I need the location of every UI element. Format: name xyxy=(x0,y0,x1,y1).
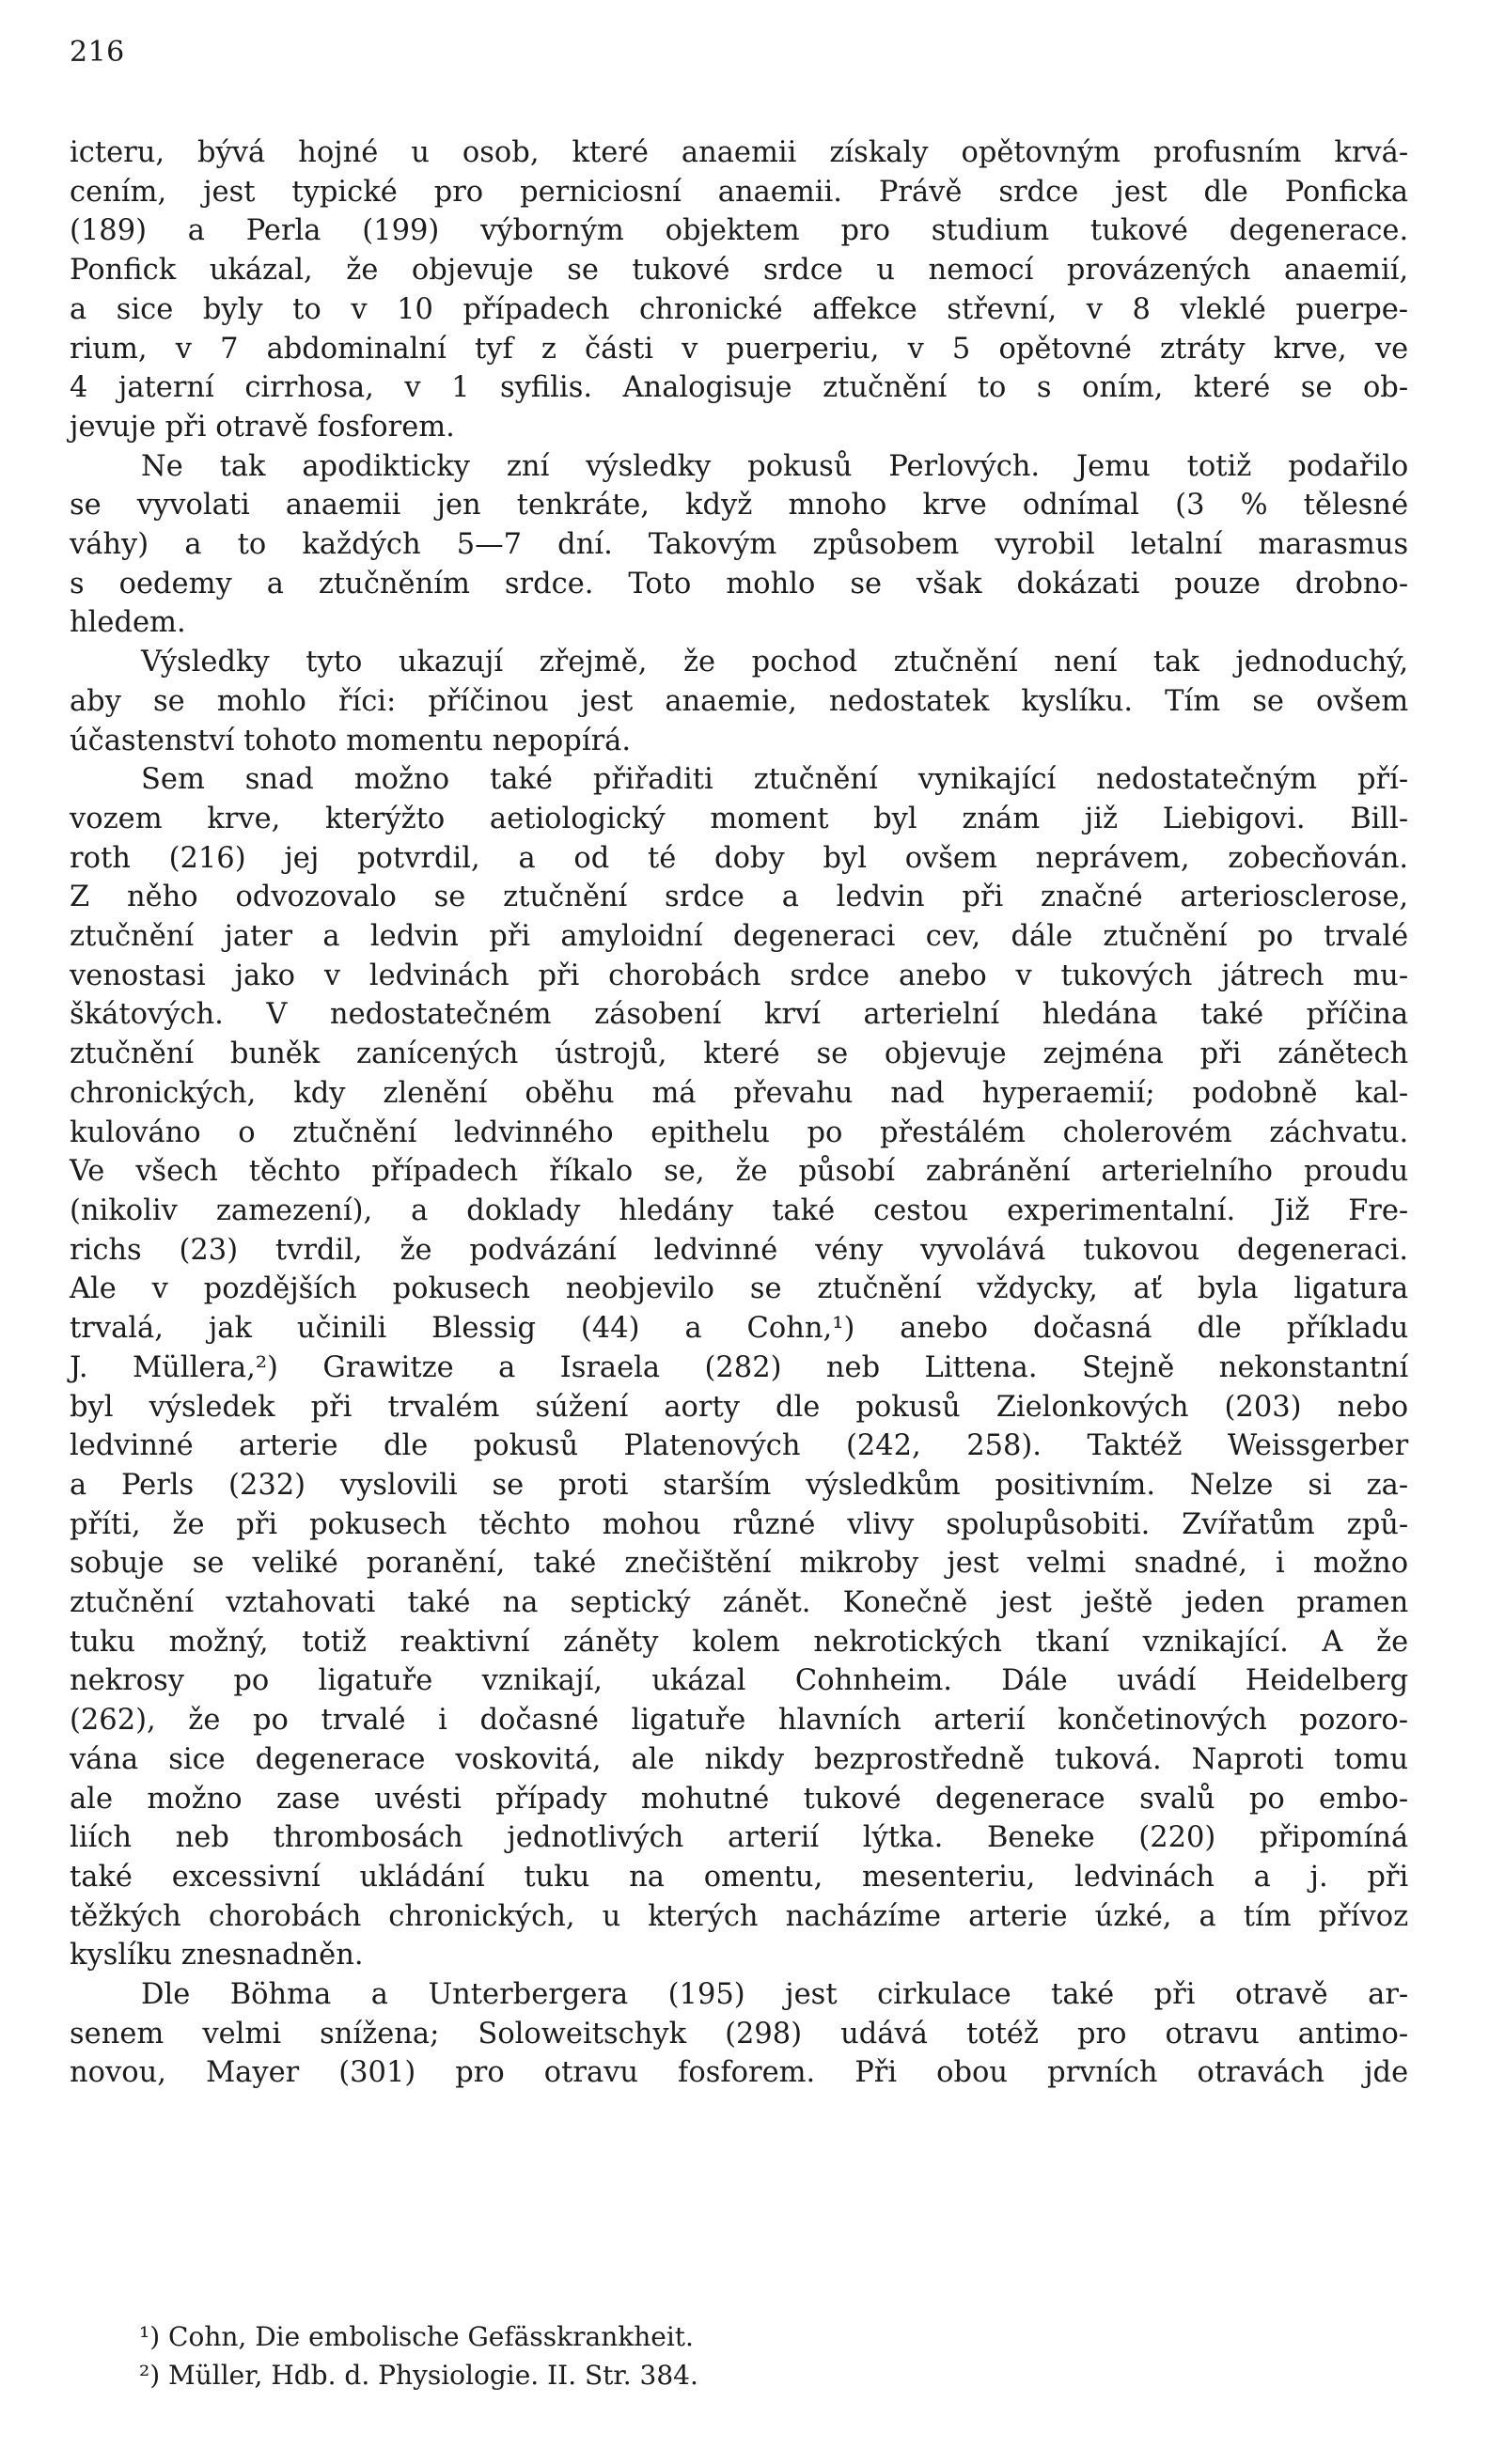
text-line: liích neb thrombosách jednotlivých arterií lýtka. Beneke (220) připomíná xyxy=(70,1821,1409,1855)
text-line: a sice byly to v 10 případech chronické affekce střevní, v 8 vleklé puerpe- xyxy=(70,292,1409,326)
text-line: chronických, kdy zlenění oběhu má převahu nad hyperaemií; podobně kal- xyxy=(70,1076,1409,1110)
text-line: venostasi jako v ledvinách při chorobách srdce anebo v tukových játrech mu- xyxy=(70,959,1409,992)
text-line: také excessivní ukládání tuku na omentu, mesenteriu, ledvinách a j. při xyxy=(70,1860,1409,1894)
text-line: tuku možný, totiž reaktivní záněty kolem nekrotických tkaní vznikající. A že xyxy=(70,1625,1409,1659)
text-line: trvalá, jak učinili Blessig (44) a Cohn,¹) anebo dočasná dle příkladu xyxy=(70,1312,1409,1346)
paragraph xyxy=(70,133,1418,447)
text-line: Ponfick ukázal, že objevuje se tukové srdce u nemocí provázených anaemií, xyxy=(70,254,1409,288)
text-line: Ve všech těchto případech říkalo se, že působí zabránění arterielního proudu xyxy=(70,1155,1409,1189)
text-line: sobuje se veliké poranění, také znečištění mikroby jest velmi snadné, i možno xyxy=(70,1547,1409,1581)
text-line: škátových. V nedostatečném zásobení krví arterielní hledána také příčina xyxy=(70,998,1409,1032)
text-line: Ne tak apodikticky zní výsledky pokusů Perlových. Jemu totiž podařilo xyxy=(141,449,1409,483)
text-line: Sem snad možno také přiřaditi ztučnění vynikající nedostatečným pří- xyxy=(141,763,1409,797)
text-line: váhy) a to každých 5—7 dní. Takovým způsobem vyrobil letalní marasmus xyxy=(70,528,1409,562)
text-line: (189) a Perla (199) výborným objektem pro studium tukové degenerace. xyxy=(70,214,1409,248)
text-line: senem velmi snížena; Soloweitschyk (298) udává totéž pro otravu antimo- xyxy=(70,2017,1409,2051)
text-line: Z něho odvozovalo se ztučnění srdce a ledvin při značné arteriosclerose, xyxy=(70,881,1409,914)
paragraph xyxy=(70,1975,1418,2093)
text-line: s oedemy a ztučněním srdce. Toto mohlo se však dokázati pouze drobno- xyxy=(70,567,1409,600)
text-line: Ale v pozdějších pokusech neobjevilo se ztučnění vždycky, ať byla ligatura xyxy=(70,1272,1409,1306)
text-line: příti, že při pokusech těchto mohou různé vlivy spolupůsobiti. Zvířatům způ- xyxy=(70,1507,1409,1541)
text-line: richs (23) tvrdil, že podvázání ledvinné vény vyvolává tukovou degeneraci. xyxy=(70,1233,1409,1267)
text-line: ledvinné arterie dle pokusů Platenových (242, 258). Taktéž Weissgerber xyxy=(70,1429,1409,1463)
text-line: těžkých chorobách chronických, u kterých nacházíme arterie úzké, a tím přívoz xyxy=(70,1899,1409,1933)
text-line: Dle Böhma a Unterbergera (195) jest cirkulace také při otravě ar- xyxy=(141,1978,1409,2012)
text-line: ztučnění buněk zanícených ústrojů, které se objevuje zejména při zánětech xyxy=(70,1037,1409,1071)
text-line: ztučnění vztahovati také na septický zánět. Konečně jest ještě jeden pramen xyxy=(70,1586,1409,1620)
footnotes xyxy=(139,2317,1361,2394)
text-line: a Perls (232) vyslovili se proti starším výsledkům positivním. Nelze si za- xyxy=(70,1468,1409,1502)
text-line: vozem krve, kterýžto aetiologický moment byl znám již Liebigovi. Bill- xyxy=(70,802,1409,835)
text-line: (nikoliv zamezení), a doklady hledány také cestou experimentalní. Již Fre- xyxy=(70,1193,1409,1227)
text-line: 4 jaterní cirrhosa, v 1 syfilis. Analogisuje ztučnění to s oním, které se ob- xyxy=(70,371,1409,405)
text-line: účastenství tohoto momentu nepopírá. xyxy=(70,724,632,757)
text-line: rium, v 7 abdominalní tyf z části v puerperiu, v 5 opětovné ztráty krve, ve xyxy=(70,332,1409,366)
footnote: ²) Müller, Hdb. d. Physiologie. II. Str. 384. xyxy=(139,2360,698,2391)
text-line: byl výsledek při trvalém súžení aorty dle pokusů Zielonkových (203) nebo xyxy=(70,1390,1409,1424)
text-line: vána sice degenerace voskovitá, ale nikdy bezprostředně tuková. Naproti tomu xyxy=(70,1742,1409,1776)
text-line: (262), že po trvalé i dočasné ligatuře hlavních arterií končetinových pozoro- xyxy=(70,1704,1409,1738)
text-line: ztučnění jater a ledvin při amyloidní degeneraci cev, dále ztučnění po trvalé xyxy=(70,920,1409,954)
text-line: kyslíku znesnadněn. xyxy=(70,1939,364,1973)
paragraph xyxy=(70,760,1418,1975)
paragraph xyxy=(70,643,1418,760)
text-line: icteru, bývá hojné u osob, které anaemii získaly opětovným profusním krvá- xyxy=(70,136,1409,169)
text-line: se vyvolati anaemii jen tenkráte, když mnoho krve odnímal (3 % tělesné xyxy=(70,489,1409,522)
text-line: ale možno zase uvésti případy mohutné tukové degenerace svalů po embo- xyxy=(70,1782,1409,1816)
text-line: nekrosy po ligatuře vznikají, ukázal Cohnheim. Dále uvádí Heidelberg xyxy=(70,1664,1409,1698)
text-line: roth (216) jej potvrdil, a od té doby byl ovšem neprávem, zobecňován. xyxy=(70,841,1409,875)
body-text xyxy=(70,133,1418,2093)
paragraph xyxy=(70,447,1418,644)
text-line: jevuje při otravě fosforem. xyxy=(70,410,455,444)
text-line: hledem. xyxy=(70,606,186,640)
text-line: aby se mohlo říci: příčinou jest anaemie, nedostatek kyslíku. Tím se ovšem xyxy=(70,684,1409,718)
text-line: kulováno o ztučnění ledvinného epithelu po přestálém cholerovém záchvatu. xyxy=(70,1115,1409,1149)
text-line: J. Müllera,²) Grawitze a Israela (282) neb Littena. Stejně nekonstantní xyxy=(70,1350,1409,1384)
text-line: cením, jest typické pro perniciosní anaemii. Právě srdce jest dle Ponficka xyxy=(70,175,1409,209)
text-line: Výsledky tyto ukazují zřejmě, že pochod ztučnění není tak jednoduchý, xyxy=(141,646,1409,679)
page-number: 216 xyxy=(70,36,125,69)
footnote: ¹) Cohn, Die embolische Gefässkrankheit. xyxy=(139,2321,694,2352)
text-line: novou, Mayer (301) pro otravu fosforem. Při obou prvních otravách jde xyxy=(70,2056,1409,2090)
